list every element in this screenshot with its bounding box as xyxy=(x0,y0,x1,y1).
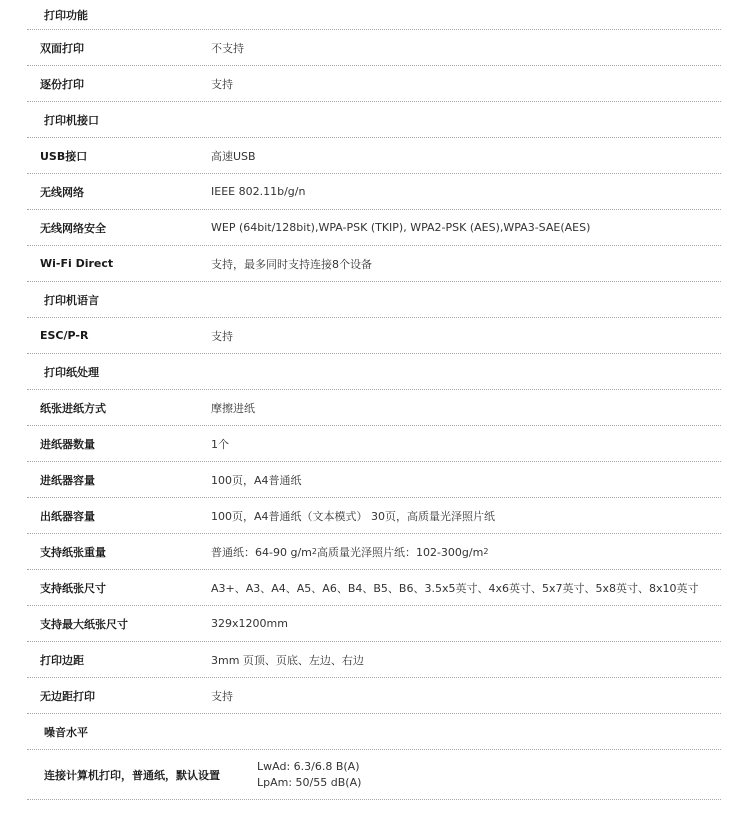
spec-row-feeder-count xyxy=(27,426,721,462)
spec-value: 普通纸：64-90 g/m 2 高质量光泽照片纸：102-300g/m 2 xyxy=(211,545,489,559)
spec-value: 329x1200mm xyxy=(211,617,288,630)
spec-value: 支持，最多同时支持连接8个设备 xyxy=(211,257,372,271)
spec-value xyxy=(257,750,361,799)
spec-row-borderless xyxy=(27,678,721,714)
section-paper-handling xyxy=(27,354,721,390)
spec-row-wireless xyxy=(27,174,721,210)
section-title: 打印机语言 xyxy=(44,293,99,307)
section-printer-language xyxy=(27,282,721,318)
spec-label: 出纸器容量 xyxy=(40,509,95,523)
spec-row-escpr xyxy=(27,318,721,354)
spec-row-paper-weight xyxy=(27,534,721,570)
spec-row-usb xyxy=(27,138,721,174)
spec-value: 支持 xyxy=(211,689,233,703)
spec-value: WEP (64bit/128bit),WPA-PSK (TKIP), WPA2-PSK (AES),WPA3-SAE(AES) xyxy=(211,221,591,234)
spec-row-output-capacity xyxy=(27,498,721,534)
section-noise xyxy=(27,714,721,750)
spec-row-wireless-security xyxy=(27,210,721,246)
section-title: 噪音水平 xyxy=(44,725,88,739)
spec-label: ESC/P-R xyxy=(40,329,89,342)
spec-value: 高速USB xyxy=(211,149,256,163)
spec-label: USB接口 xyxy=(40,149,88,163)
spec-value: 100页，A4普通纸 xyxy=(211,473,302,487)
spec-value: 不支持 xyxy=(211,41,244,55)
section-title: 打印机接口 xyxy=(44,113,99,127)
spec-value: 3mm 页顶、页底、左边、右边 xyxy=(211,653,364,667)
section-title: 打印功能 xyxy=(44,8,88,22)
spec-row-collate xyxy=(27,66,721,102)
spec-label: Wi-Fi Direct xyxy=(40,257,114,270)
noise-lpam: LpAm: 50/55 dB(A) xyxy=(257,775,362,789)
spec-row-paper-size xyxy=(27,570,721,606)
spec-label: 逐份打印 xyxy=(40,77,84,91)
spec-row-feed-method xyxy=(27,390,721,426)
spec-value: IEEE 802.11b/g/n xyxy=(211,185,306,198)
spec-label: 进纸器容量 xyxy=(40,473,95,487)
spec-label: 双面打印 xyxy=(40,41,84,55)
spec-label: 连接计算机打印，普通纸，默认设置 xyxy=(44,768,220,782)
spec-label: 进纸器数量 xyxy=(40,437,95,451)
spec-value: 1个 xyxy=(211,437,229,451)
spec-label: 无边距打印 xyxy=(40,689,95,703)
spec-table xyxy=(27,0,721,800)
spec-row-max-paper-size xyxy=(27,606,721,642)
glossy-paper-weight: 高质量光泽照片纸：102-300g/m xyxy=(316,545,484,559)
spec-value: 支持 xyxy=(211,77,233,91)
spec-label: 无线网络安全 xyxy=(40,221,106,235)
spec-row-margin xyxy=(27,642,721,678)
spec-value: 摩擦进纸 xyxy=(211,401,255,415)
spec-value: 支持 xyxy=(211,329,233,343)
spec-label: 支持最大纸张尺寸 xyxy=(40,617,128,631)
spec-value: A3+、A3、A4、A5、A6、B4、B5、B6、3.5x5英寸、4x6英寸、5x7英寸、5x8英寸、8x10英寸 xyxy=(211,581,699,595)
spec-value: 100页，A4普通纸（文本模式） 30页，高质量光泽照片纸 xyxy=(211,509,496,523)
spec-label: 打印边距 xyxy=(40,653,84,667)
spec-label: 无线网络 xyxy=(40,185,84,199)
spec-row-feeder-capacity xyxy=(27,462,721,498)
section-title: 打印纸处理 xyxy=(44,365,99,379)
section-printer-interface xyxy=(27,102,721,138)
spec-row-duplex xyxy=(27,30,721,66)
section-print-function xyxy=(27,0,721,30)
noise-lwad: LwAd: 6.3/6.8 B(A) xyxy=(257,759,360,773)
plain-paper-weight: 普通纸：64-90 g/m xyxy=(211,545,312,559)
spec-row-wifi-direct xyxy=(27,246,721,282)
spec-row-noise-pc xyxy=(27,750,721,800)
spec-label: 支持纸张尺寸 xyxy=(40,581,106,595)
spec-label: 支持纸张重量 xyxy=(40,545,106,559)
spec-label: 纸张进纸方式 xyxy=(40,401,106,415)
